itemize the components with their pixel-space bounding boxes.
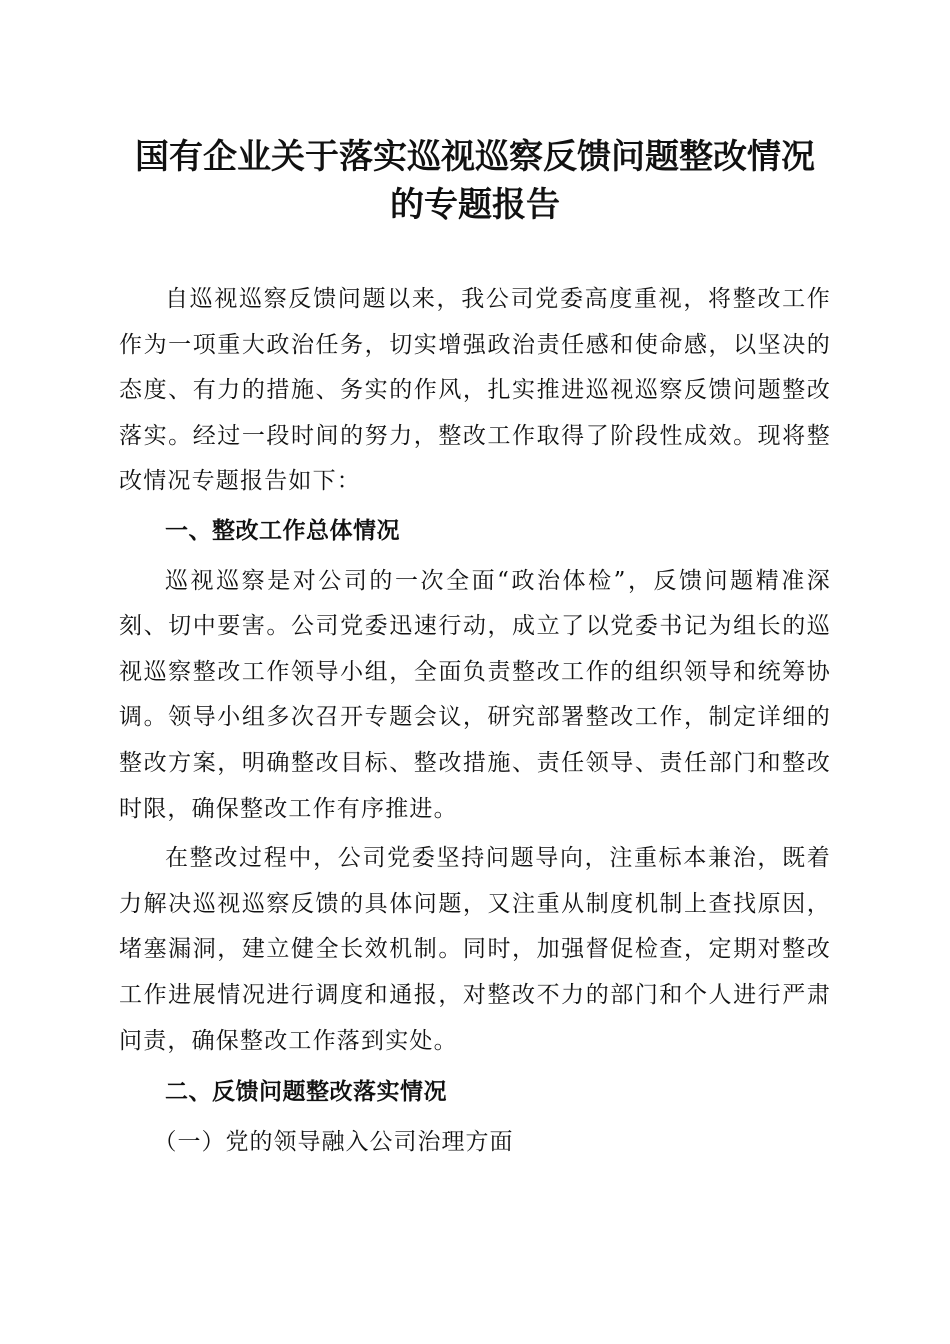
document-body bbox=[119, 277, 831, 1165]
section-1-paragraph-2: 在整改过程中，公司党委坚持问题导向，注重标本兼治，既着力解决巡视巡察反馈的具体问题，又注重从制度机制上查找原因，堵塞漏洞，建立健全长效机制。同时，加强督促检查，定期对整改工作进展情况进行调度和通报，对整改不力的部门和个人进行严肃问责，确保整改工作落到实处。 bbox=[119, 845, 831, 1054]
document-title-line-2: 的专题报告 bbox=[390, 185, 560, 225]
section-2-heading: 二、反馈问题整改落实情况 bbox=[165, 1079, 447, 1106]
document-title-line-1: 国有企业关于落实巡视巡察反馈问题整改情况 bbox=[135, 137, 815, 177]
section-1-paragraph-1: 巡视巡察是对公司的一次全面“政治体检”，反馈问题精准深刻、切中要害。公司党委迅速行动，成立了以党委书记为组长的巡视巡察整改工作领导小组，全面负责整改工作的组织领导和统筹协调。领导小组多次召开专题会议，研究部署整改工作，制定详细的整改方案，明确整改目标、整改措施、责任领导、责任部门和整改时限，确保整改工作有序推进。 bbox=[119, 567, 831, 822]
intro-paragraph: 自巡视巡察反馈问题以来，我公司党委高度重视，将整改工作作为一项重大政治任务，切实增强政治责任感和使命感，以坚决的态度、有力的措施、务实的作风，扎实推进巡视巡察反馈问题整改落实。经过一段时间的努力，整改工作取得了阶段性成效。现将整改情况专题报告如下： bbox=[119, 286, 831, 495]
section-2-subheading-1: （一）党的领导融入公司治理方面 bbox=[153, 1128, 514, 1155]
section-1-heading: 一、整改工作总体情况 bbox=[165, 517, 400, 544]
